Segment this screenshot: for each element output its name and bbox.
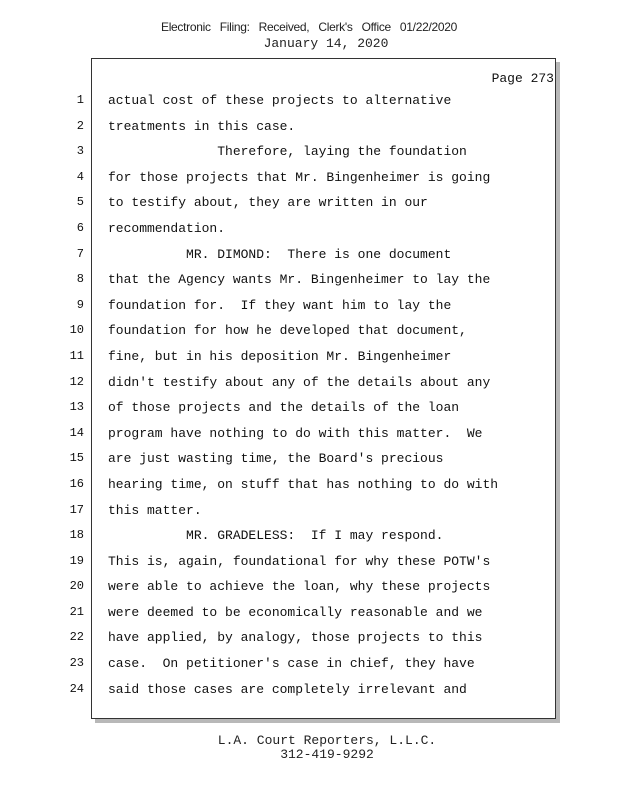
page-number: Page 273 [491, 71, 554, 86]
line-text: of those projects and the details of the loan [108, 400, 460, 416]
line-number: 23 [69, 656, 84, 671]
transcript-line [0, 550, 618, 576]
transcript-line [0, 601, 618, 627]
transcript-line [0, 243, 618, 269]
line-text: for those projects that Mr. Bingenheimer is going [108, 169, 491, 185]
transcript-line [0, 191, 618, 217]
line-text: foundation for. If they want him to lay the [108, 297, 452, 313]
line-text: This is, again, foundational for why these POTW's [108, 553, 491, 569]
line-text: fine, but in his deposition Mr. Bingenheimer [108, 348, 452, 364]
line-text: to testify about, they are written in our [108, 195, 428, 211]
footer-reporter-name: L.A. Court Reporters, L.L.C. [217, 733, 437, 748]
line-text: have applied, by analogy, those projects to this [108, 630, 483, 646]
line-text: that the Agency wants Mr. Bingenheimer to lay the [108, 272, 491, 288]
line-number: 9 [76, 297, 84, 312]
line-number: 1 [76, 93, 84, 107]
line-text: Therefore, laying the foundation [108, 144, 467, 160]
transcript-line [0, 524, 618, 550]
line-number: 6 [76, 220, 84, 235]
line-text: this matter. [108, 502, 202, 518]
transcript-line [0, 422, 618, 448]
transcript-line [0, 499, 618, 525]
line-number: 16 [69, 476, 84, 491]
line-text: MR. DIMOND: There is one document [108, 246, 452, 262]
line-text: program have nothing to do with this matter. We [108, 425, 483, 441]
line-number: 20 [69, 579, 84, 594]
line-number: 5 [76, 195, 84, 210]
line-number: 8 [76, 272, 84, 287]
line-text: treatments in this case. [108, 118, 296, 134]
transcript-line [0, 575, 618, 601]
line-number: 3 [76, 144, 84, 159]
line-number: 12 [69, 374, 84, 389]
transcript-line [0, 217, 618, 243]
line-text: foundation for how he developed that document, [108, 323, 467, 339]
transcript-line [0, 115, 618, 141]
line-text: hearing time, on stuff that has nothing to do with [108, 476, 499, 492]
line-number: 21 [69, 604, 84, 619]
line-number: 19 [69, 553, 84, 568]
line-text: are just wasting time, the Board's precious [108, 451, 444, 467]
line-text: said those cases are completely irrelevant and [108, 681, 467, 697]
header-date: January 14, 2020 [263, 36, 389, 51]
line-number: 4 [76, 169, 84, 184]
line-number: 17 [69, 502, 84, 517]
line-text: MR. GRADELESS: If I may respond. [108, 528, 444, 544]
transcript-line [0, 268, 618, 294]
transcript-line [0, 345, 618, 371]
transcript-line [0, 447, 618, 473]
transcript-line [0, 626, 618, 652]
line-number: 2 [76, 118, 84, 133]
line-text: were deemed to be economically reasonable and we [108, 604, 483, 620]
transcript-line [0, 319, 618, 345]
line-number: 14 [69, 425, 84, 440]
filing-stamp: Electronic Filing: Received, Clerk's Office 01/22/2020 [160, 20, 457, 34]
line-text: recommendation. [108, 220, 226, 236]
transcript-lines [0, 89, 618, 703]
line-text: actual cost of these projects to alternative [108, 93, 452, 108]
line-number: 11 [69, 348, 84, 363]
line-number: 22 [69, 630, 84, 645]
line-text: case. On petitioner's case in chief, they have [108, 656, 475, 672]
line-number: 7 [76, 246, 84, 261]
transcript-line [0, 396, 618, 422]
footer-phone: 312-419-9292 [280, 747, 374, 762]
transcript-line [0, 678, 618, 704]
transcript-line [0, 652, 618, 678]
line-text: didn't testify about any of the details about any [108, 374, 491, 390]
transcript-line [0, 166, 618, 192]
transcript-line [0, 294, 618, 320]
transcript-line [0, 371, 618, 397]
line-number: 15 [69, 451, 84, 466]
line-number: 13 [69, 400, 84, 415]
transcript-line [0, 140, 618, 166]
transcript-line [0, 89, 618, 115]
transcript-line [0, 473, 618, 499]
line-number: 24 [69, 681, 84, 696]
line-number: 10 [69, 323, 84, 338]
line-text: were able to achieve the loan, why these projects [108, 579, 491, 595]
line-number: 18 [69, 528, 84, 543]
